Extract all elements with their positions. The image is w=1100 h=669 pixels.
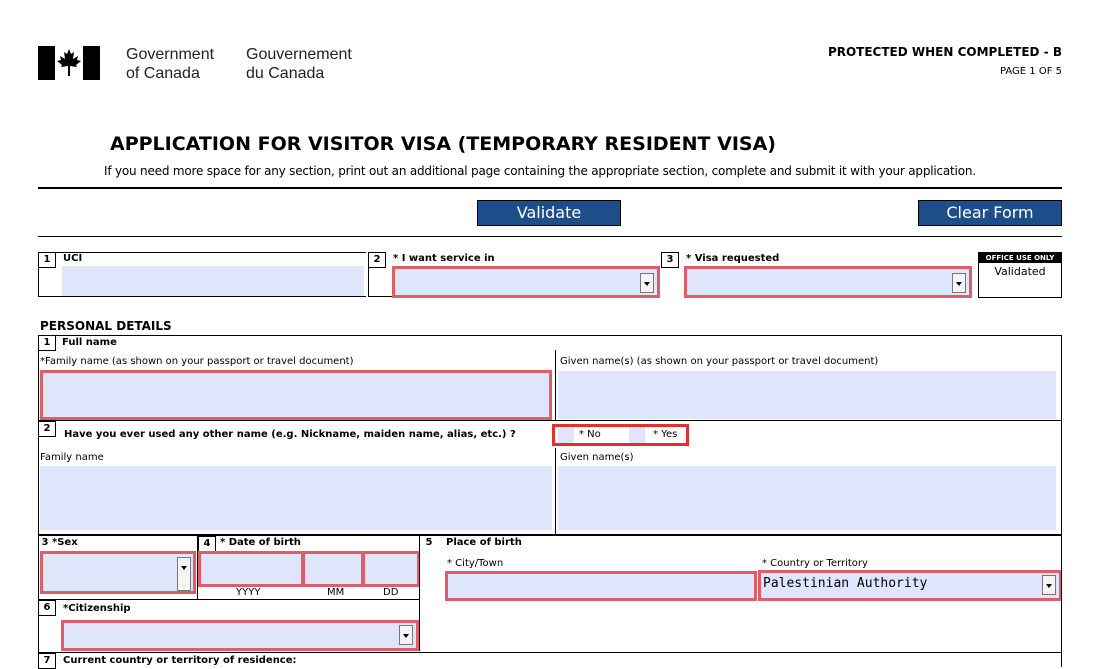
clear-form-button[interactable]: Clear Form xyxy=(918,200,1062,226)
section-number: 7 xyxy=(38,653,56,669)
country-select[interactable] xyxy=(758,570,1062,601)
citizenship-select[interactable] xyxy=(61,620,419,651)
family-name-input[interactable] xyxy=(40,370,552,420)
other-name-radio-group xyxy=(552,424,689,446)
section-number: 6 xyxy=(38,600,56,616)
country-value: Palestinian Authority xyxy=(763,576,928,591)
other-family-input[interactable] xyxy=(40,466,552,530)
gov-en-line1: Government xyxy=(126,46,215,63)
right-border xyxy=(1061,536,1062,667)
sex-select[interactable] xyxy=(40,551,196,594)
section-number: 4 xyxy=(198,536,216,552)
chevron-down-icon[interactable] xyxy=(177,557,191,591)
family-name-label: *Family name (as shown on your passport or travel document) xyxy=(40,356,354,367)
city-input[interactable] xyxy=(445,571,757,601)
no-option-label: * No xyxy=(579,429,601,440)
section-number: 1 xyxy=(38,252,56,268)
chevron-down-icon[interactable] xyxy=(1042,575,1056,595)
page-indicator: PAGE 1 OF 5 xyxy=(999,66,1062,77)
uci-input[interactable] xyxy=(62,266,364,296)
vertical-divider xyxy=(419,536,420,651)
country-label: * Country or Territory xyxy=(762,558,868,569)
other-given-label: Given name(s) xyxy=(560,452,634,463)
visa-select[interactable] xyxy=(684,266,972,298)
service-select[interactable] xyxy=(392,266,660,298)
left-border xyxy=(38,536,39,667)
residence-label: Current country or territory of residence: xyxy=(63,655,297,666)
form-title: APPLICATION FOR VISITOR VISA (TEMPORARY RESIDENT VISA) xyxy=(110,133,776,155)
personal-details-heading: PERSONAL DETAILS xyxy=(40,319,172,333)
pob-label: Place of birth xyxy=(446,537,522,548)
buttons-rule xyxy=(38,236,1062,237)
gov-fr-line2: du Canada xyxy=(246,65,325,82)
city-label: * City/Town xyxy=(447,558,504,569)
given-name-input[interactable] xyxy=(558,371,1056,419)
row-rule xyxy=(38,535,1062,536)
chevron-down-icon[interactable] xyxy=(399,625,413,645)
vertical-divider xyxy=(555,448,556,534)
section-number: 1 xyxy=(38,335,56,351)
given-name-label: Given name(s) (as shown on your passport or travel document) xyxy=(560,356,879,367)
dob-label: * Date of birth xyxy=(220,537,301,548)
title-rule xyxy=(38,187,1062,189)
dob-year-input[interactable] xyxy=(198,551,304,587)
chevron-down-icon[interactable] xyxy=(952,273,966,293)
other-given-input[interactable] xyxy=(558,466,1056,530)
year-hint: YYYY xyxy=(236,587,261,598)
chevron-down-icon[interactable] xyxy=(640,273,654,293)
vertical-divider xyxy=(555,350,556,421)
gov-fr-line1: Gouvernement xyxy=(246,46,352,63)
day-hint: DD xyxy=(383,587,399,598)
validate-button[interactable]: Validate xyxy=(477,200,621,226)
section-number: 3 xyxy=(38,536,52,550)
section-number: 5 xyxy=(421,536,437,550)
sex-label: *Sex xyxy=(52,537,78,548)
visa-label: * Visa requested xyxy=(686,253,780,264)
no-checkbox[interactable] xyxy=(558,427,574,443)
yes-checkbox[interactable] xyxy=(629,427,645,443)
office-use-box xyxy=(978,252,1062,298)
maple-leaf-icon xyxy=(56,48,82,78)
row-rule xyxy=(38,652,1062,653)
other-name-question: Have you ever used any other name (e.g. Nickname, maiden name, alias, etc.) ? xyxy=(64,429,516,440)
yes-option-label: * Yes xyxy=(653,429,678,440)
protected-notice: PROTECTED WHEN COMPLETED - B xyxy=(827,45,1062,59)
section-number: 3 xyxy=(661,252,679,268)
month-hint: MM xyxy=(327,587,345,598)
dob-month-input[interactable] xyxy=(302,551,364,587)
full-name-label: Full name xyxy=(62,337,117,348)
office-use-label: OFFICE USE ONLY xyxy=(979,253,1061,263)
other-family-label: Family name xyxy=(40,452,104,463)
uci-label: UCI xyxy=(63,253,83,264)
citizenship-label: *Citizenship xyxy=(63,603,131,614)
section-number: 2 xyxy=(38,421,56,437)
row-rule xyxy=(38,599,420,600)
service-label: * I want service in xyxy=(393,253,495,264)
gov-en-line2: of Canada xyxy=(126,65,200,82)
section-number: 2 xyxy=(368,252,386,268)
validated-text: Validated xyxy=(994,265,1046,278)
canada-flag-logo xyxy=(38,46,100,80)
dob-day-input[interactable] xyxy=(362,551,420,587)
form-subtitle: If you need more space for any section, print out an additional page containing the appropriate section, complete and submit it with your application. xyxy=(104,164,976,178)
